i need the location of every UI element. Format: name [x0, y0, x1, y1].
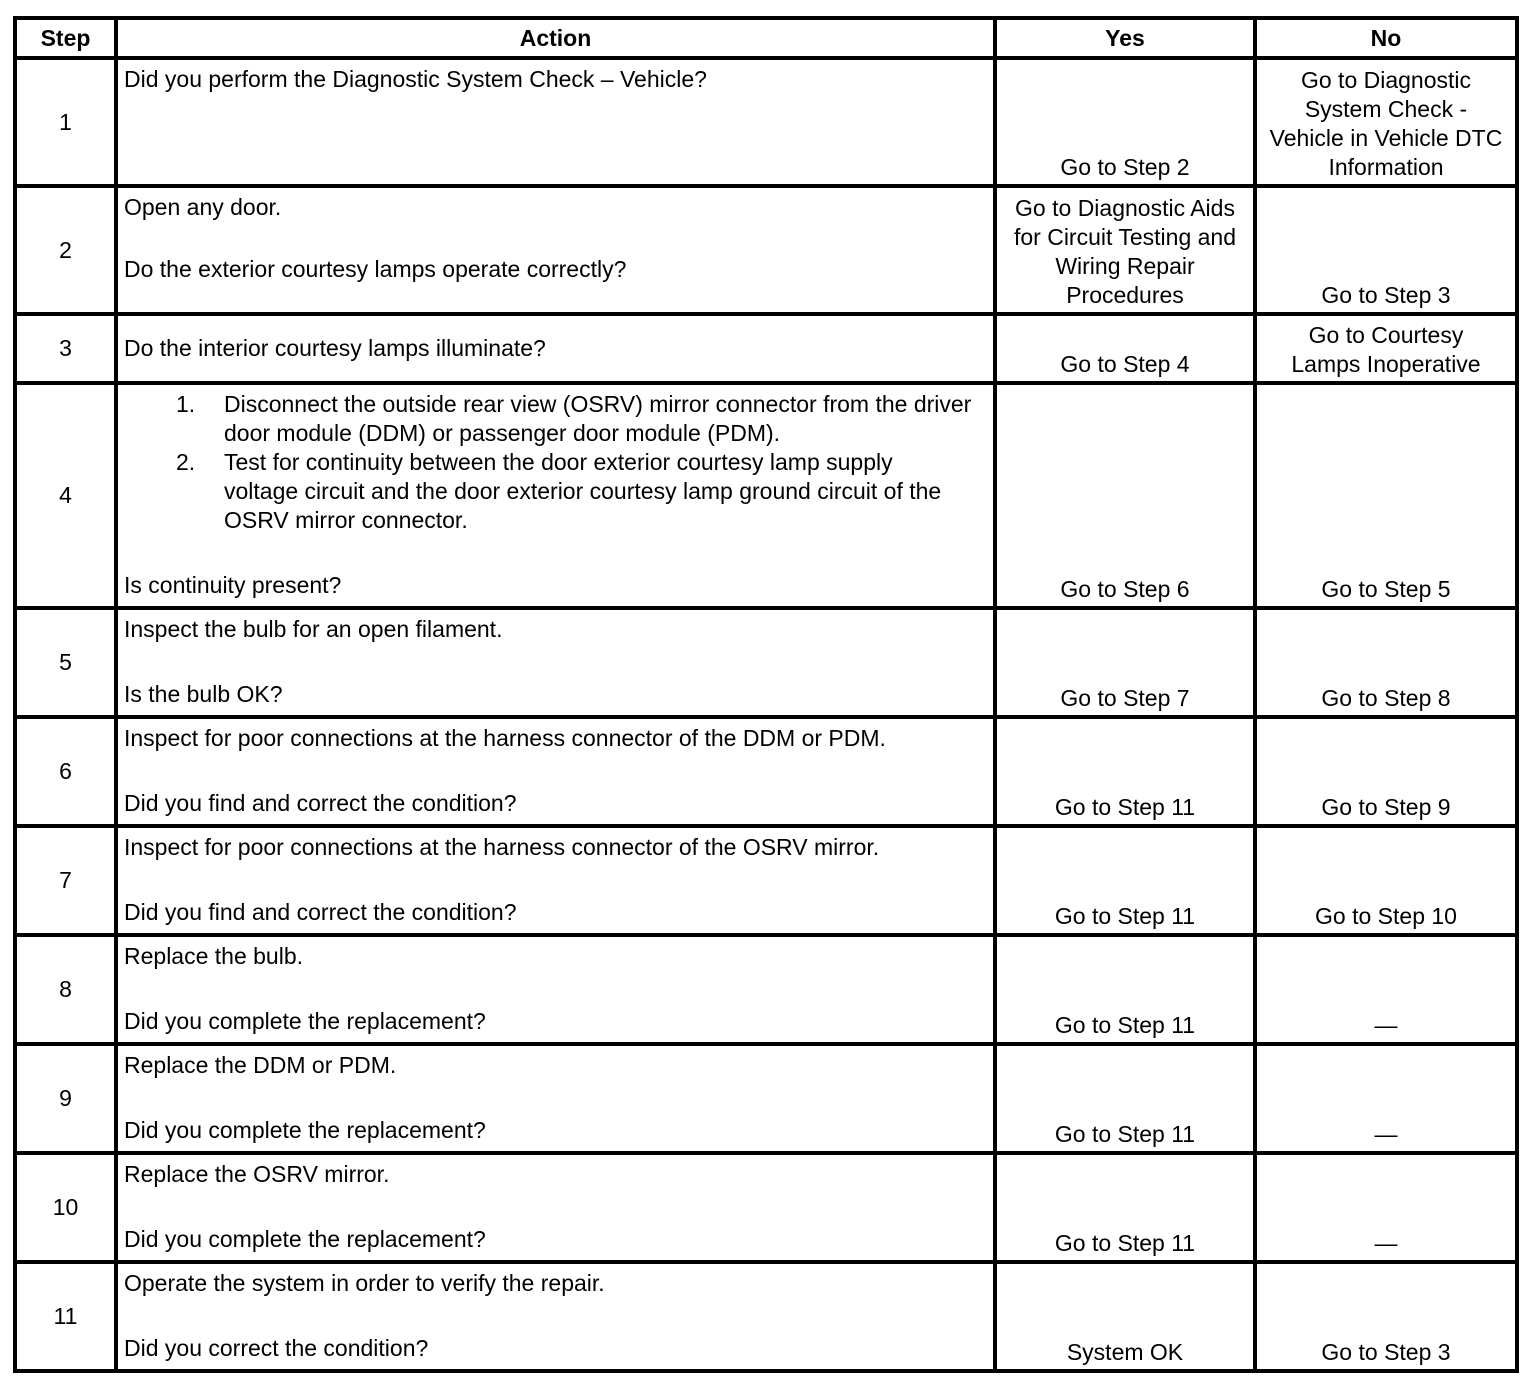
table-row	[15, 1153, 1517, 1262]
action-question: Is continuity present?	[124, 572, 342, 598]
no-result: Go to Step 8	[1255, 608, 1517, 717]
no-result: Go to Step 3	[1255, 1262, 1517, 1371]
step-number: 10	[15, 1153, 116, 1262]
table-row	[15, 717, 1517, 826]
header-yes: Yes	[995, 18, 1255, 58]
action-cell	[116, 58, 995, 186]
procedure-step	[124, 448, 993, 535]
table-row	[15, 58, 1517, 186]
action-cell	[116, 717, 995, 826]
yes-result: System OK	[995, 1262, 1255, 1371]
action-question: Is the bulb OK?	[124, 681, 283, 707]
action-cell	[116, 608, 995, 717]
action-question: Do the exterior courtesy lamps operate correctly?	[124, 256, 627, 282]
action-cell	[116, 1262, 995, 1371]
yes-result: Go to Step 6	[995, 383, 1255, 608]
step-number: 6	[15, 717, 116, 826]
table-row	[15, 826, 1517, 935]
yes-result: Go to Step 11	[995, 1044, 1255, 1153]
no-result: Go to Step 10	[1255, 826, 1517, 935]
step-number: 3	[15, 314, 116, 383]
action-cell	[116, 935, 995, 1044]
header-no: No	[1255, 18, 1517, 58]
action-instruction: Operate the system in order to verify the repair.	[124, 1270, 605, 1296]
no-result: —	[1255, 935, 1517, 1044]
header-step: Step	[15, 18, 116, 58]
procedure-step	[124, 390, 993, 448]
header-row	[15, 18, 1517, 58]
step-number: 8	[15, 935, 116, 1044]
action-question: Did you correct the condition?	[124, 1335, 429, 1361]
no-result: Go to Diagnostic System Check - Vehicle in Vehicle DTC Information	[1255, 58, 1517, 186]
action-question: Did you complete the replacement?	[124, 1117, 486, 1143]
procedure-step-number: 1.	[176, 391, 196, 417]
action-cell	[116, 314, 995, 383]
procedure-step-number: 2.	[176, 449, 196, 475]
yes-result: Go to Step 11	[995, 1153, 1255, 1262]
action-question: Did you complete the replacement?	[124, 1226, 486, 1252]
action-cell	[116, 383, 995, 608]
action-instruction: Replace the OSRV mirror.	[124, 1161, 390, 1187]
step-number: 7	[15, 826, 116, 935]
action-cell	[116, 1153, 995, 1262]
action-instruction: Inspect for poor connections at the harness connector of the OSRV mirror.	[124, 834, 880, 860]
action-cell	[116, 826, 995, 935]
yes-result: Go to Step 11	[995, 935, 1255, 1044]
no-result: Go to Step 3	[1255, 186, 1517, 314]
table-row	[15, 186, 1517, 314]
step-number: 2	[15, 186, 116, 314]
no-result: —	[1255, 1044, 1517, 1153]
step-number: 5	[15, 608, 116, 717]
action-instruction: Inspect the bulb for an open filament.	[124, 616, 503, 642]
procedure-list	[124, 390, 993, 535]
table-row	[15, 608, 1517, 717]
action-question: Do the interior courtesy lamps illuminate?	[124, 335, 546, 361]
step-number: 4	[15, 383, 116, 608]
procedure-step-text: Disconnect the outside rear view (OSRV) mirror connector from the driver door module (DDM) or passenger door module (PDM).	[224, 391, 972, 446]
action-instruction: Inspect for poor connections at the harness connector of the DDM or PDM.	[124, 725, 886, 751]
yes-result: Go to Diagnostic Aids for Circuit Testing and Wiring Repair Procedures	[995, 186, 1255, 314]
table-row	[15, 314, 1517, 383]
action-question: Did you find and correct the condition?	[124, 790, 517, 816]
step-number: 1	[15, 58, 116, 186]
table-row	[15, 1044, 1517, 1153]
procedure-step-text: Test for continuity between the door exterior courtesy lamp supply voltage circuit and the door exterior courtesy lamp ground circuit of the OSRV mirror connector.	[224, 449, 942, 533]
step-number: 9	[15, 1044, 116, 1153]
yes-result: Go to Step 11	[995, 826, 1255, 935]
no-result: —	[1255, 1153, 1517, 1262]
action-question: Did you complete the replacement?	[124, 1008, 486, 1034]
no-result: Go to Step 5	[1255, 383, 1517, 608]
no-result: Go to Courtesy Lamps Inoperative	[1255, 314, 1517, 383]
action-instruction: Replace the bulb.	[124, 943, 304, 969]
yes-result: Go to Step 7	[995, 608, 1255, 717]
no-result: Go to Step 9	[1255, 717, 1517, 826]
header-action: Action	[116, 18, 995, 58]
action-instruction: Open any door.	[124, 194, 282, 220]
yes-result: Go to Step 2	[995, 58, 1255, 186]
table-row	[15, 383, 1517, 608]
step-number: 11	[15, 1262, 116, 1371]
action-cell	[116, 1044, 995, 1153]
diagnostic-table	[13, 16, 1519, 1373]
action-instruction: Replace the DDM or PDM.	[124, 1052, 397, 1078]
action-instruction: Did you perform the Diagnostic System Check – Vehicle?	[124, 66, 707, 92]
action-question: Did you find and correct the condition?	[124, 899, 517, 925]
table-row	[15, 1262, 1517, 1371]
yes-result: Go to Step 4	[995, 314, 1255, 383]
yes-result: Go to Step 11	[995, 717, 1255, 826]
action-cell	[116, 186, 995, 314]
table-row	[15, 935, 1517, 1044]
